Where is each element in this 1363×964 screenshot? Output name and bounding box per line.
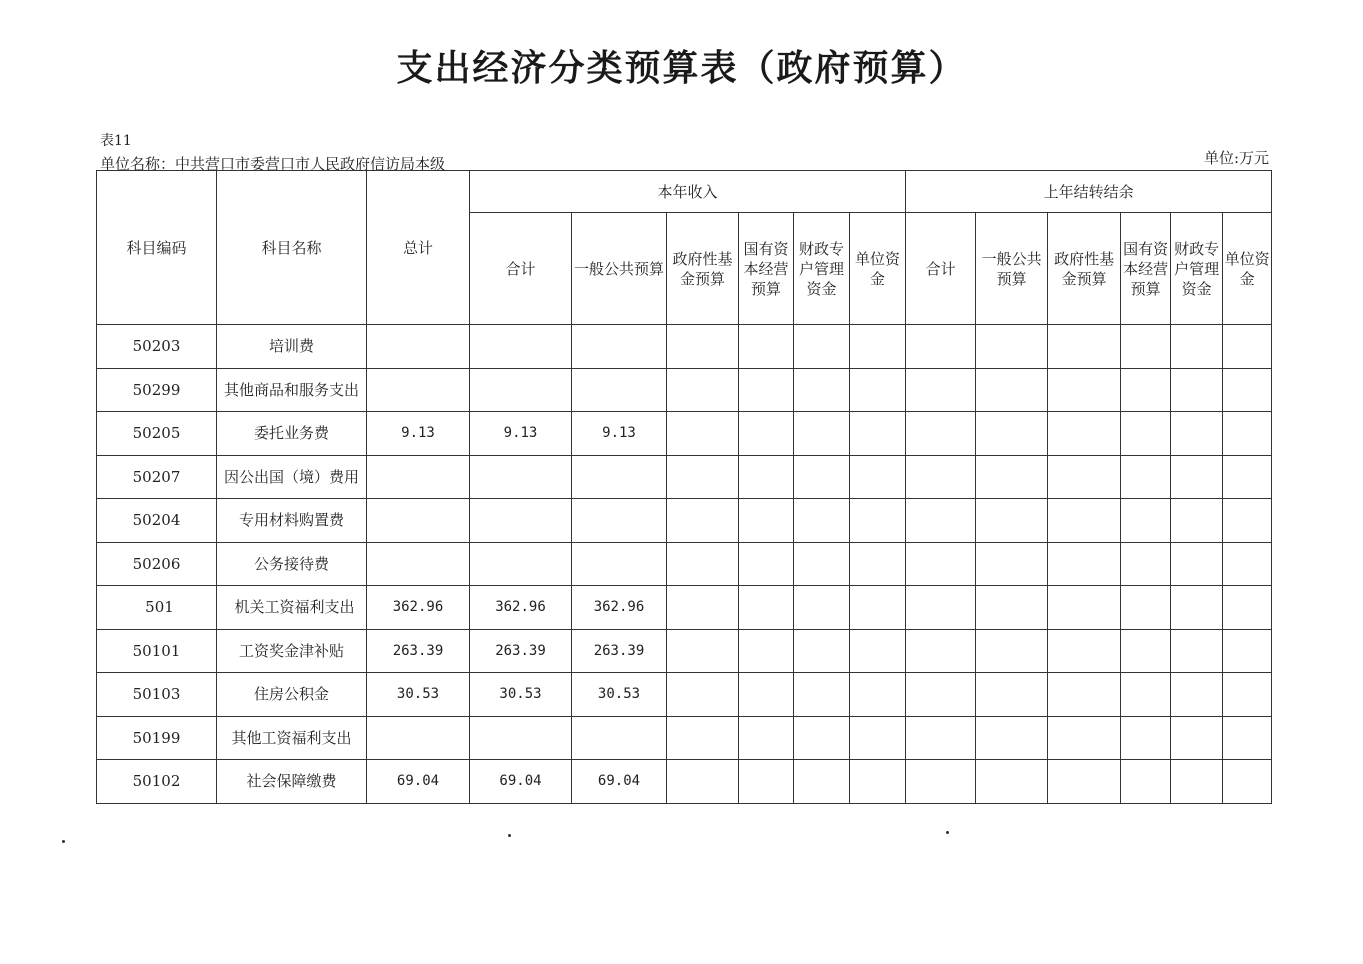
cell-empty <box>667 499 739 543</box>
cell-empty <box>794 629 850 673</box>
cell-empty <box>850 325 906 369</box>
cell-empty <box>976 455 1048 499</box>
cell-code: 50199 <box>97 716 217 760</box>
cell-cur-general: 362.96 <box>572 586 667 630</box>
cell-empty <box>1171 455 1223 499</box>
cell-name: 培训费 <box>217 325 367 369</box>
header-code: 科目编码 <box>97 171 217 325</box>
cell-empty <box>1223 368 1272 412</box>
cell-empty <box>1121 760 1171 804</box>
header-co-general: 一般公共预算 <box>976 213 1048 325</box>
cell-empty <box>1121 716 1171 760</box>
cell-empty <box>794 368 850 412</box>
table-row <box>97 629 1272 673</box>
cell-empty <box>1223 455 1272 499</box>
header-co-state-capital: 国有资本经营预算 <box>1121 213 1171 325</box>
cell-empty <box>667 586 739 630</box>
page-title: 支出经济分类预算表（政府预算） <box>396 47 967 89</box>
cell-empty <box>1048 499 1121 543</box>
cell-empty <box>794 760 850 804</box>
cell-empty <box>906 455 976 499</box>
cell-total <box>367 542 470 586</box>
cell-empty <box>667 542 739 586</box>
cell-name: 公务接待费 <box>217 542 367 586</box>
cell-empty <box>739 325 794 369</box>
cell-empty <box>850 673 906 717</box>
cell-empty <box>1121 542 1171 586</box>
cell-cur-total <box>470 716 572 760</box>
cell-empty <box>739 586 794 630</box>
cell-empty <box>1171 760 1223 804</box>
header-cur-special: 财政专户管理资金 <box>794 213 850 325</box>
cell-name: 住房公积金 <box>217 673 367 717</box>
cell-code: 501 <box>97 586 217 630</box>
cell-empty <box>850 760 906 804</box>
cell-empty <box>976 368 1048 412</box>
cell-empty <box>1223 586 1272 630</box>
cell-empty <box>1048 716 1121 760</box>
cell-empty <box>739 673 794 717</box>
header-cur-gov-fund: 政府性基金预算 <box>667 213 739 325</box>
budget-table <box>96 170 1272 804</box>
cell-empty <box>1223 499 1272 543</box>
cell-empty <box>906 542 976 586</box>
cell-cur-total: 9.13 <box>470 412 572 456</box>
table-row <box>97 455 1272 499</box>
header-cur-total: 合计 <box>470 213 572 325</box>
cell-total: 30.53 <box>367 673 470 717</box>
cell-empty <box>976 629 1048 673</box>
cell-total: 362.96 <box>367 586 470 630</box>
cell-total: 9.13 <box>367 412 470 456</box>
cell-name: 专用材料购置费 <box>217 499 367 543</box>
cell-name: 其他工资福利支出 <box>217 716 367 760</box>
cell-empty <box>794 499 850 543</box>
cell-code: 50102 <box>97 760 217 804</box>
cell-cur-total <box>470 455 572 499</box>
cell-code: 50204 <box>97 499 217 543</box>
cell-empty <box>1171 499 1223 543</box>
header-co-special: 财政专户管理资金 <box>1171 213 1223 325</box>
table-row <box>97 499 1272 543</box>
cell-empty <box>906 673 976 717</box>
cell-empty <box>976 586 1048 630</box>
header-cur-state-capital: 国有资本经营预算 <box>739 213 794 325</box>
header-carryover: 上年结转结余 <box>906 171 1272 213</box>
cell-empty <box>906 760 976 804</box>
table-row <box>97 368 1272 412</box>
cell-empty <box>906 325 976 369</box>
scan-speck <box>62 840 65 843</box>
cell-empty <box>1048 673 1121 717</box>
cell-empty <box>1171 629 1223 673</box>
cell-empty <box>976 412 1048 456</box>
cell-cur-general <box>572 325 667 369</box>
cell-empty <box>1223 673 1272 717</box>
cell-cur-total: 362.96 <box>470 586 572 630</box>
cell-cur-general <box>572 716 667 760</box>
cell-empty <box>739 368 794 412</box>
cell-name: 其他商品和服务支出 <box>217 368 367 412</box>
cell-empty <box>976 716 1048 760</box>
table-row <box>97 412 1272 456</box>
cell-empty <box>794 412 850 456</box>
cell-empty <box>850 542 906 586</box>
cell-empty <box>667 716 739 760</box>
cell-empty <box>1171 716 1223 760</box>
scan-speck <box>946 831 949 834</box>
unit-label: 单位:万元 <box>1203 149 1269 167</box>
cell-code: 50205 <box>97 412 217 456</box>
table-row <box>97 716 1272 760</box>
cell-empty <box>667 368 739 412</box>
cell-empty <box>739 499 794 543</box>
header-current-year: 本年收入 <box>470 171 906 213</box>
cell-cur-total <box>470 499 572 543</box>
header-name: 科目名称 <box>217 171 367 325</box>
cell-cur-total: 69.04 <box>470 760 572 804</box>
cell-cur-general: 69.04 <box>572 760 667 804</box>
cell-empty <box>1048 325 1121 369</box>
cell-empty <box>1171 368 1223 412</box>
cell-empty <box>850 368 906 412</box>
cell-empty <box>1048 368 1121 412</box>
cell-empty <box>794 542 850 586</box>
cell-empty <box>1121 499 1171 543</box>
cell-empty <box>667 455 739 499</box>
cell-empty <box>794 586 850 630</box>
cell-empty <box>1171 586 1223 630</box>
cell-empty <box>667 673 739 717</box>
cell-empty <box>667 760 739 804</box>
cell-cur-general <box>572 542 667 586</box>
table-body <box>97 325 1272 804</box>
cell-empty <box>850 499 906 543</box>
cell-total <box>367 499 470 543</box>
cell-empty <box>1121 586 1171 630</box>
cell-cur-general <box>572 499 667 543</box>
cell-cur-general: 30.53 <box>572 673 667 717</box>
cell-empty <box>1121 368 1171 412</box>
cell-total <box>367 368 470 412</box>
header-total: 总计 <box>367 171 470 325</box>
cell-empty <box>976 673 1048 717</box>
cell-empty <box>906 629 976 673</box>
header-co-gov-fund: 政府性基金预算 <box>1048 213 1121 325</box>
header-co-total: 合计 <box>906 213 976 325</box>
table-row <box>97 673 1272 717</box>
cell-empty <box>976 542 1048 586</box>
cell-empty <box>794 673 850 717</box>
cell-empty <box>1171 542 1223 586</box>
cell-empty <box>1048 412 1121 456</box>
cell-empty <box>1048 629 1121 673</box>
cell-empty <box>850 716 906 760</box>
cell-cur-general: 263.39 <box>572 629 667 673</box>
cell-name: 工资奖金津补贴 <box>217 629 367 673</box>
cell-empty <box>906 716 976 760</box>
cell-cur-general <box>572 455 667 499</box>
cell-cur-general: 9.13 <box>572 412 667 456</box>
cell-empty <box>1121 455 1171 499</box>
cell-empty <box>906 412 976 456</box>
cell-empty <box>739 412 794 456</box>
table-row <box>97 760 1272 804</box>
table-row <box>97 586 1272 630</box>
cell-name: 委托业务费 <box>217 412 367 456</box>
cell-empty <box>667 629 739 673</box>
table-row <box>97 325 1272 369</box>
cell-empty <box>1223 760 1272 804</box>
cell-total: 263.39 <box>367 629 470 673</box>
cell-total <box>367 325 470 369</box>
cell-empty <box>1223 412 1272 456</box>
table-row <box>97 542 1272 586</box>
cell-code: 50203 <box>97 325 217 369</box>
cell-code: 50207 <box>97 455 217 499</box>
cell-name: 社会保障缴费 <box>217 760 367 804</box>
cell-empty <box>739 716 794 760</box>
cell-empty <box>794 455 850 499</box>
cell-empty <box>1121 629 1171 673</box>
cell-empty <box>1223 325 1272 369</box>
cell-cur-total <box>470 368 572 412</box>
cell-empty <box>739 542 794 586</box>
cell-empty <box>906 499 976 543</box>
cell-cur-total <box>470 542 572 586</box>
cell-code: 50299 <box>97 368 217 412</box>
cell-total <box>367 455 470 499</box>
unit-name: 单位名称：中共营口市委营口市人民政府信访局本级 <box>100 155 446 173</box>
cell-empty <box>1048 542 1121 586</box>
cell-code: 50206 <box>97 542 217 586</box>
cell-cur-total: 263.39 <box>470 629 572 673</box>
table-number: 表11 <box>100 133 132 149</box>
cell-empty <box>1171 673 1223 717</box>
cell-empty <box>1121 673 1171 717</box>
cell-name: 机关工资福利支出 <box>217 586 367 630</box>
cell-empty <box>850 629 906 673</box>
cell-cur-total <box>470 325 572 369</box>
cell-empty <box>906 586 976 630</box>
cell-empty <box>667 412 739 456</box>
cell-empty <box>794 716 850 760</box>
cell-empty <box>1048 586 1121 630</box>
cell-empty <box>850 586 906 630</box>
cell-empty <box>739 760 794 804</box>
cell-empty <box>1223 716 1272 760</box>
cell-empty <box>794 325 850 369</box>
header-cur-unit: 单位资金 <box>850 213 906 325</box>
cell-empty <box>739 629 794 673</box>
header-cur-general: 一般公共预算 <box>572 213 667 325</box>
cell-empty <box>739 455 794 499</box>
cell-empty <box>906 368 976 412</box>
header-co-unit: 单位资金 <box>1223 213 1272 325</box>
cell-empty <box>1048 760 1121 804</box>
cell-empty <box>850 412 906 456</box>
cell-empty <box>1121 412 1171 456</box>
cell-empty <box>976 760 1048 804</box>
cell-code: 50101 <box>97 629 217 673</box>
cell-empty <box>1171 325 1223 369</box>
cell-total <box>367 716 470 760</box>
cell-code: 50103 <box>97 673 217 717</box>
cell-empty <box>1171 412 1223 456</box>
cell-empty <box>1223 629 1272 673</box>
cell-cur-total: 30.53 <box>470 673 572 717</box>
cell-name: 因公出国（境）费用 <box>217 455 367 499</box>
cell-empty <box>850 455 906 499</box>
scan-speck <box>508 834 511 837</box>
cell-empty <box>1048 455 1121 499</box>
cell-total: 69.04 <box>367 760 470 804</box>
cell-empty <box>976 499 1048 543</box>
cell-empty <box>1223 542 1272 586</box>
cell-cur-general <box>572 368 667 412</box>
cell-empty <box>1121 325 1171 369</box>
cell-empty <box>976 325 1048 369</box>
cell-empty <box>667 325 739 369</box>
